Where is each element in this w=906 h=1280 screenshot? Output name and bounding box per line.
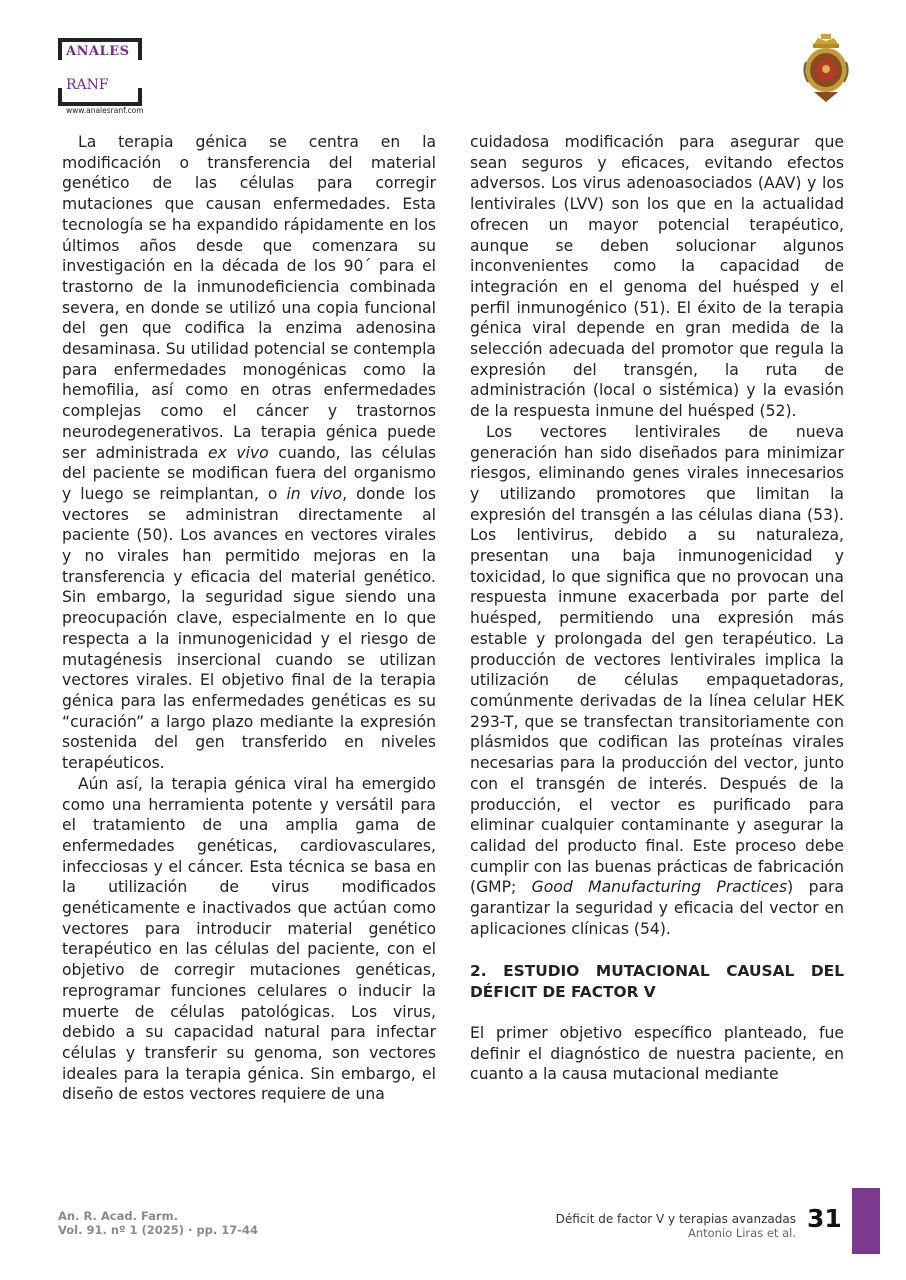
body-paragraph: La terapia génica se centra en la modificación o transferencia del material genético de las células para corregir mutaciones que causan enfermedades. Esta tecnología se ha expandido rápidamente en los últimos años desde que comenzara su investigación en la década de los 90´ para el trastorno de la inmunodeficiencia combinada severa, en donde se utilizó una copia funcional del gen que codifica la enzima adenosina desaminasa. Su utilidad potencial se contempla para enfermedades monogénicas como la hemofilia, así como en otras enfermedades complejas como el cáncer y trastornos neurodegenerativos. La terapia génica puede ser administrada ex vivo cuando, las células del paciente se modifican fuera del organismo y luego se reimplantan, o in vivo, donde los vectores se administran directamente al paciente (50). Los avances en vectores virales y no virales han permitido mejoras en la transferencia y eficacia del material genético. Sin embargo, la seguridad sigue siendo una preocupación clave, especialmente en lo que respecta a la inmunogenicidad y el riesgo de mutagénesis insercional cuando se utilizan vectores virales. El objetivo final de la terapia génica para las enfermedades genéticas es su “curación” a largo plazo mediante la expresión sostenida del gen transferido en niveles terapéuticos. xyxy=(62,133,436,773)
right-column xyxy=(470,132,844,1085)
journal-logo xyxy=(56,34,206,116)
logo-url: www.analesranf.com xyxy=(66,106,144,115)
logo-title: ANALES xyxy=(66,44,130,59)
journal-citation xyxy=(58,1209,258,1237)
body-paragraph: cuidadosa modificación para asegurar que sean seguros y eficaces, evitando efectos adversos. Los virus adenoasociados (AAV) y los lentivirales (LVV) son los que en la actualidad ofrecen un mayor potencial terapéutico, aunque se deben solucionar algunos inconvenientes como la capacidad de integración en el genoma del huésped y el perfil inmunogénico (51). El éxito de la terapia génica viral depende en gran medida de la selección adecuada del promotor que regula la expresión del transgén, la ruta de administración (local o sistémica) y la evasión de la respuesta inmune del huésped (52). xyxy=(470,133,844,421)
body-paragraph: El primer objetivo específico planteado, fue definir el diagnóstico de nuestra paciente, en cuanto a la causa mutacional mediante xyxy=(470,1023,844,1084)
running-authors: Antonio Liras et al. xyxy=(687,1226,796,1240)
academy-crest-icon xyxy=(800,32,852,104)
journal-volume: Vol. 91. nº 1 (2025) · pp. 17-44 xyxy=(58,1223,259,1237)
left-column xyxy=(62,132,436,1105)
running-header xyxy=(556,1212,796,1240)
journal-name: An. R. Acad. Farm. xyxy=(58,1209,178,1223)
page-tab-marker xyxy=(852,1188,880,1254)
body-paragraph: Aún así, la terapia génica viral ha emergido como una herramienta potente y versátil para el tratamiento de una amplia gama de enfermedades genéticas, cardiovasculares, infecciosas y el cáncer. Esta técnica se basa en la utilización de virus modificados genéticamente e inactivados que actúan como vectores para introducir material genético terapéutico en las células del paciente, con el objetivo de corregir mutaciones genéticas, reprogramar funciones celulares o inducir la muerte de células patológicas. Los virus, debido a su capacidad natural para infectar células y transferir su genoma, son vectores ideales para la terapia génica. Sin embargo, el diseño de estos vectores requiere de una xyxy=(62,774,436,1104)
page-number: 31 xyxy=(807,1204,842,1233)
running-title: Déficit de factor V y terapias avanzadas xyxy=(555,1212,796,1226)
body-paragraph: Los vectores lentivirales de nueva generación han sido diseñados para minimizar riesgos, eliminando genes virales innecesarios y utilizando promotores que limitan la expresión del transgén a las células diana (53). Los lentivirus, debido a su naturaleza, presentan una baja inmunogenicidad y toxicidad, lo que significa que no provocan una respuesta inmune exacerbada por parte del huésped, permitiendo una expresión más estable y prolongada del gen terapéutico. La producción de vectores lentivirales implica la utilización de células empaquetadoras, comúnmente derivadas de la línea celular HEK 293-T, que se transfectan transitoriamente con plásmidos que codifican las proteínas virales necesarias para la producción del vector, junto con el transgén de interés. Después de la producción, el vector es purificado para eliminar cualquier contaminante y asegurar la calidad del producto final. Este proceso debe cumplir con las buenas prácticas de fabricación (GMP; Good Manufacturing Practices) para garantizar la seguridad y eficacia del vector en aplicaciones clínicas (54). xyxy=(470,422,844,938)
section-heading: 2. ESTUDIO MUTACIONAL CAUSAL DEL DÉFICIT DE FACTOR V xyxy=(470,962,844,1002)
logo-bracket-bottom xyxy=(58,88,142,106)
logo-subtitle: RANF xyxy=(66,77,109,93)
